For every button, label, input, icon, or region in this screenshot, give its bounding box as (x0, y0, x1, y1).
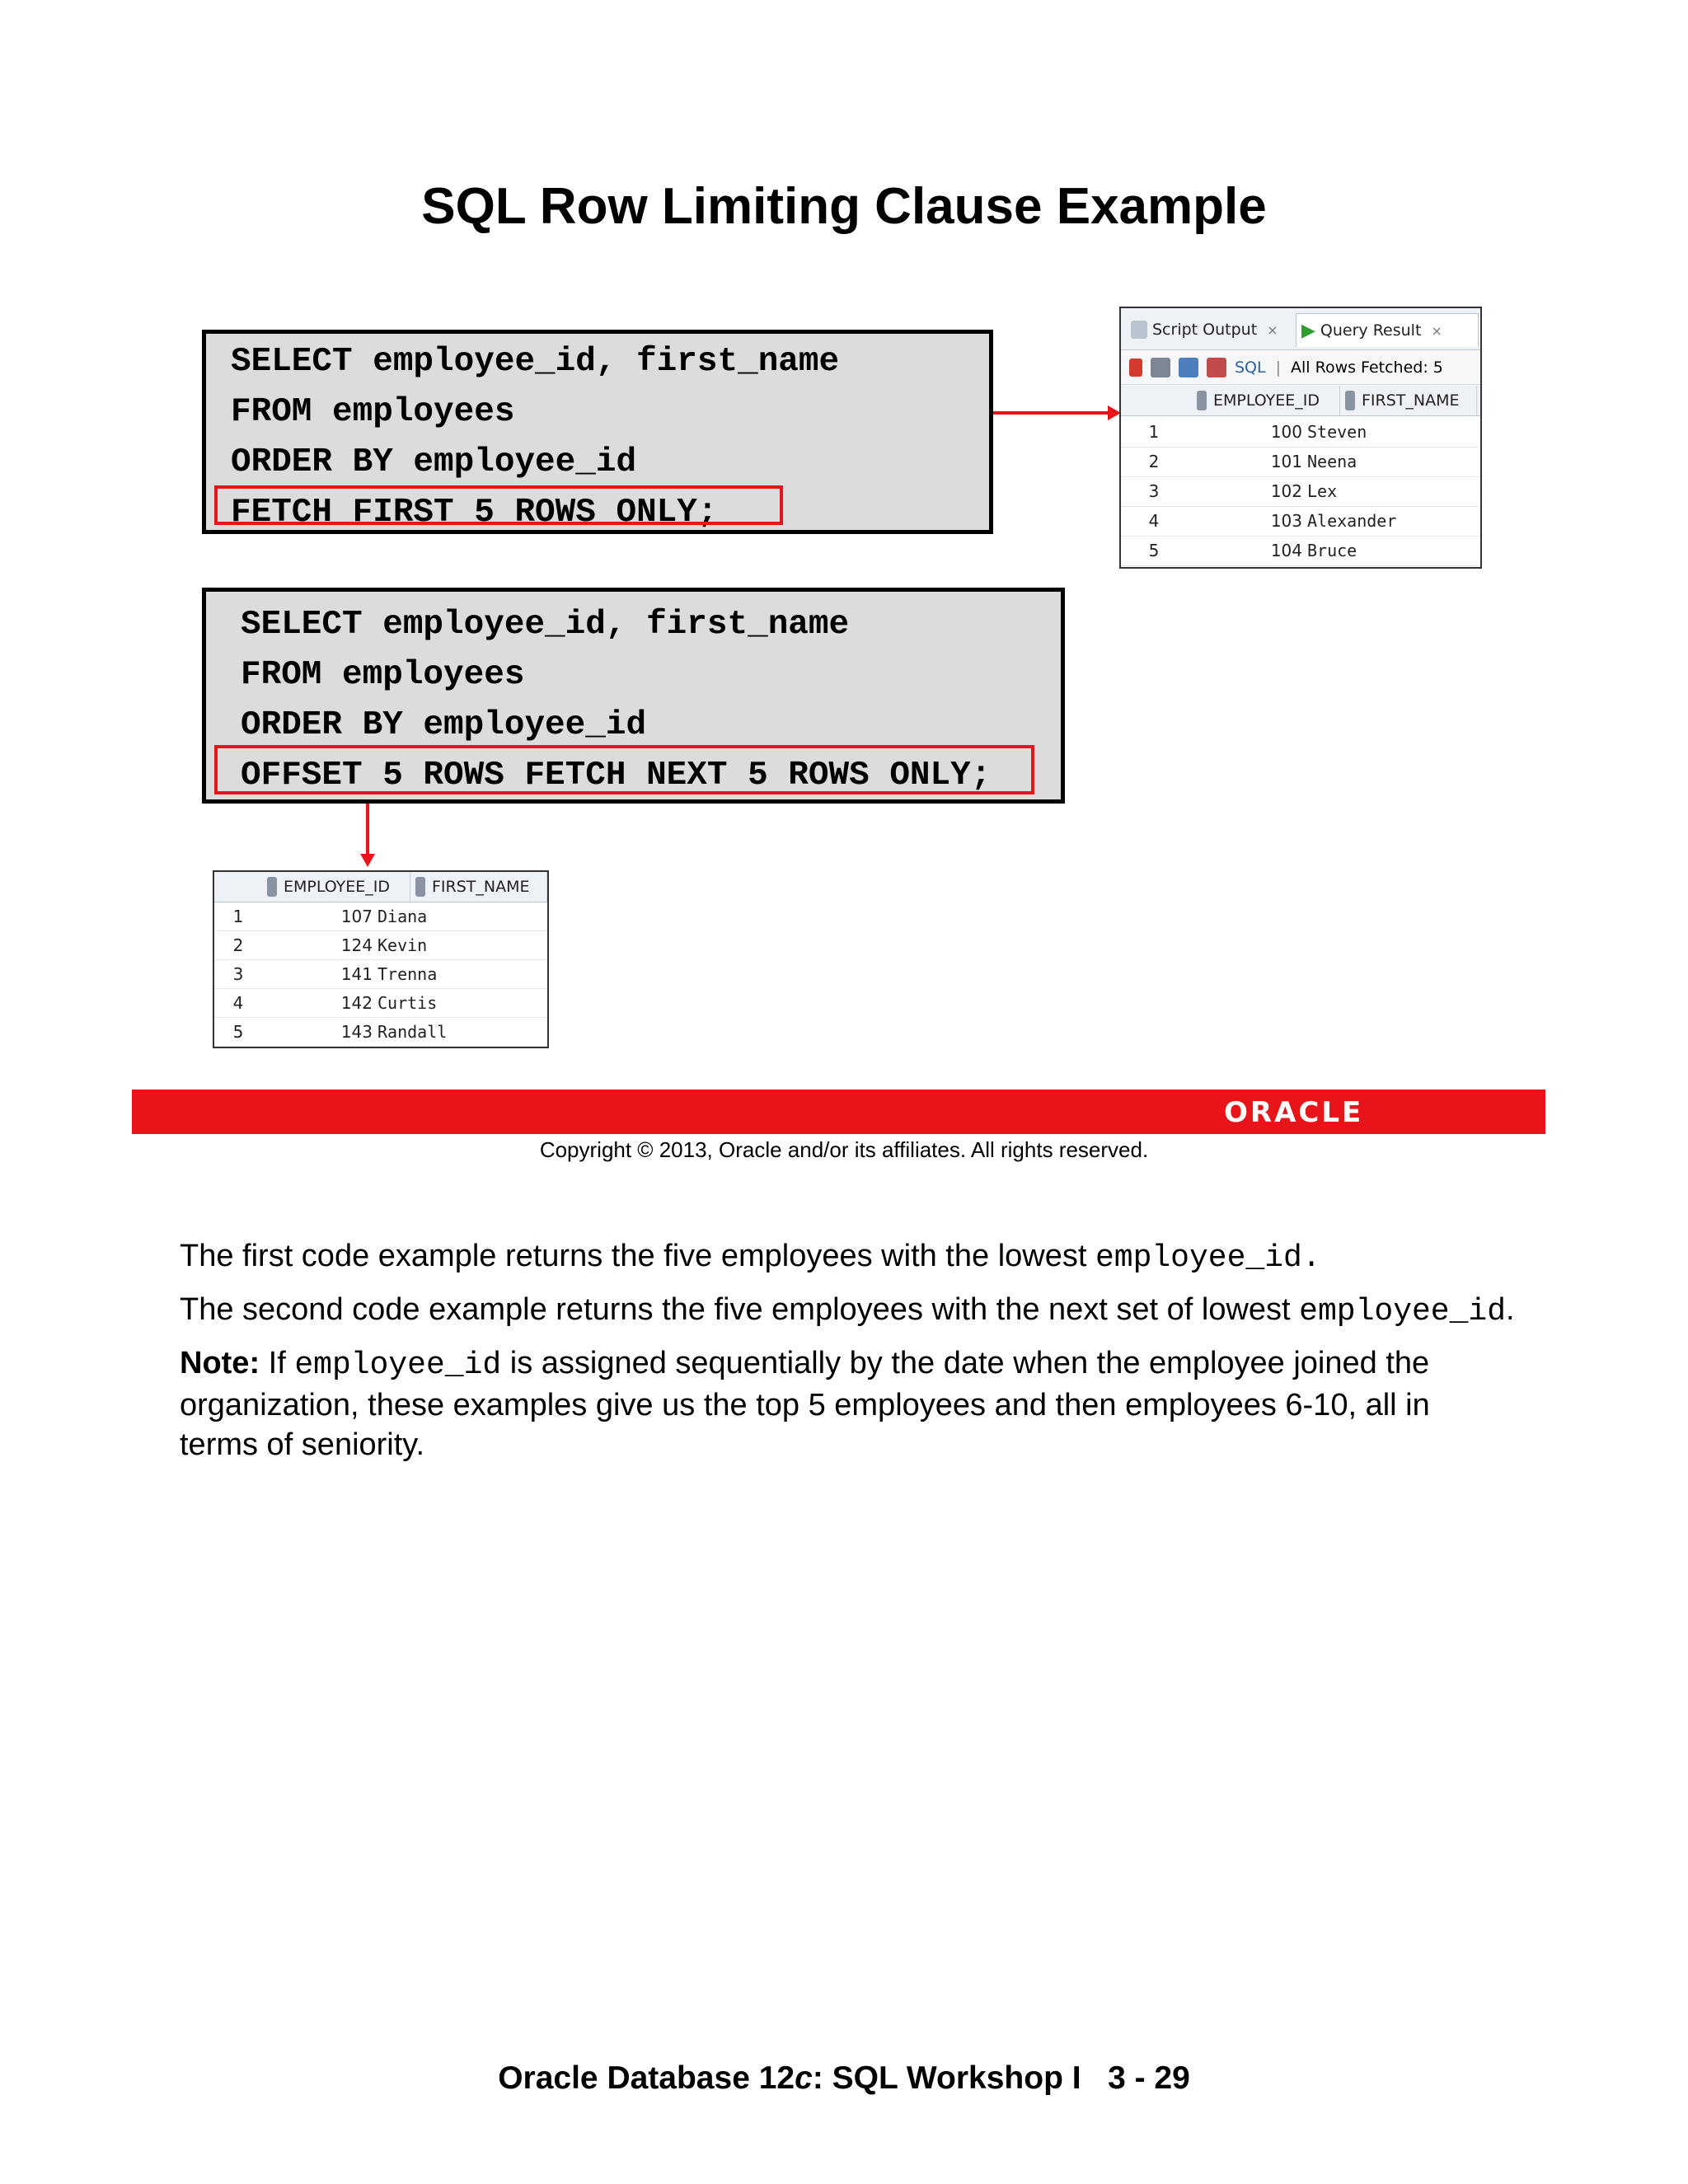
note-text: If (260, 1346, 295, 1380)
sort-icon (267, 877, 277, 897)
table-row[interactable] (1121, 417, 1480, 448)
slide-title: SQL Row Limiting Clause Example (421, 178, 1267, 235)
first-name-cell: Steven (1307, 422, 1367, 442)
note-paragraph-3 (180, 1343, 1515, 1465)
column-label: EMPLOYEE_ID (1213, 391, 1320, 410)
first-name-cell: Trenna (377, 963, 438, 984)
sort-icon (415, 877, 425, 897)
column-label: FIRST_NAME (432, 878, 530, 896)
table-row[interactable] (1121, 506, 1480, 537)
employee-id-cell: 102 (1270, 481, 1302, 501)
arrow-down (366, 804, 369, 855)
inline-code: employee_id (1299, 1294, 1507, 1329)
row-number: 1 (232, 906, 244, 926)
code-line: SELECT employee_id, first_name (241, 606, 850, 644)
tab-label: Query Result (1320, 321, 1422, 340)
sort-icon (1197, 391, 1207, 410)
tab-bar (1121, 308, 1480, 350)
row-number: 5 (232, 1021, 244, 1042)
column-header-first-name[interactable] (1340, 386, 1477, 415)
first-name-cell: Curtis (377, 992, 438, 1013)
column-label: EMPLOYEE_ID (284, 878, 391, 896)
inline-code: employee_id. (1095, 1240, 1321, 1276)
code-line: FETCH FIRST 5 ROWS ONLY; (231, 494, 718, 532)
column-header-employee-id[interactable] (1192, 386, 1340, 415)
first-name-cell: Kevin (377, 935, 428, 955)
delete-icon[interactable] (1207, 358, 1226, 377)
tab-query-result[interactable] (1296, 313, 1479, 347)
highlight-box (214, 745, 1034, 794)
toolbar-divider: | (1275, 359, 1282, 377)
note-paragraph-2 (180, 1290, 1515, 1332)
code-line: OFFSET 5 ROWS FETCH NEXT 5 ROWS ONLY; (241, 757, 992, 794)
first-name-cell: Diana (377, 906, 428, 926)
note-text: is assigned sequentially by the date when the employee joined the organization, these examples give us the top 5 employees and then employees 6-10, all in terms of seniority. (180, 1346, 1430, 1462)
footer-text: Oracle Database 12 (498, 2060, 795, 2096)
result-grid-2 (213, 870, 549, 1048)
code-line: SELECT employee_id, first_name (231, 343, 840, 381)
row-number: 5 (1148, 541, 1160, 560)
sql-button[interactable]: SQL (1235, 359, 1266, 377)
note-label: Note: (180, 1346, 260, 1380)
note-text: The first code example returns the five employees with the lowest (180, 1239, 1095, 1273)
table-row[interactable] (1121, 447, 1480, 477)
refresh-icon[interactable] (1179, 358, 1198, 377)
first-name-cell: Randall (377, 1021, 448, 1042)
footer-text: : SQL Workshop I 3 - 29 (812, 2060, 1190, 2096)
table-row[interactable] (214, 1017, 547, 1047)
grid-header (1121, 386, 1480, 416)
highlight-box (214, 485, 783, 525)
tab-script-output[interactable] (1126, 313, 1291, 346)
employee-id-cell: 141 (340, 963, 373, 984)
row-number: 3 (232, 963, 244, 984)
result-grid-1 (1121, 386, 1480, 567)
code-line: FROM employees (241, 656, 525, 694)
fetch-status: All Rows Fetched: 5 (1291, 359, 1443, 377)
script-icon (1131, 321, 1147, 339)
employee-id-cell: 103 (1270, 511, 1302, 531)
notes-section (180, 1236, 1515, 1476)
table-row[interactable] (214, 988, 547, 1018)
code-line: ORDER BY employee_id (241, 706, 647, 744)
note-paragraph-1 (180, 1236, 1515, 1278)
page-footer (0, 2060, 1688, 2097)
arrow-right (993, 411, 1109, 415)
employee-id-cell: 104 (1270, 541, 1302, 560)
table-row[interactable] (214, 930, 547, 960)
tab-label: Script Output (1152, 321, 1258, 339)
pin-icon[interactable] (1129, 359, 1142, 377)
table-row[interactable] (214, 902, 547, 931)
employee-id-cell: 100 (1270, 422, 1302, 442)
employee-id-cell: 142 (340, 992, 373, 1013)
query-result-panel (1119, 307, 1482, 569)
column-label: FIRST_NAME (1362, 391, 1460, 410)
first-name-cell: Alexander (1307, 511, 1397, 531)
play-icon: ▶ (1301, 320, 1315, 341)
result-toolbar (1121, 351, 1480, 385)
first-name-cell: Bruce (1307, 541, 1357, 560)
inline-code: employee_id (294, 1347, 502, 1383)
code-line: ORDER BY employee_id (231, 443, 637, 481)
row-number: 4 (1148, 511, 1160, 531)
employee-id-cell: 107 (340, 906, 373, 926)
row-number: 3 (1148, 481, 1160, 501)
first-name-cell: Lex (1307, 481, 1338, 501)
table-row[interactable] (1121, 476, 1480, 507)
grid-header (214, 872, 547, 902)
close-icon[interactable]: × (1267, 321, 1278, 338)
print-icon[interactable] (1151, 358, 1170, 377)
code-block-1 (202, 330, 993, 534)
close-icon[interactable]: × (1431, 322, 1442, 339)
code-block-2 (202, 588, 1065, 804)
employee-id-cell: 124 (340, 935, 373, 955)
column-header-employee-id[interactable] (262, 872, 410, 902)
oracle-logo: ORACLE (1224, 1096, 1364, 1129)
row-number: 2 (1148, 452, 1160, 471)
copyright-text: Copyright © 2013, Oracle and/or its affiliates. All rights reserved. (539, 1137, 1149, 1162)
employee-id-cell: 143 (340, 1021, 373, 1042)
employee-id-cell: 101 (1270, 452, 1302, 471)
row-number: 1 (1148, 422, 1160, 442)
table-row[interactable] (1121, 536, 1480, 566)
arrow-head (360, 854, 375, 867)
code-line: FROM employees (231, 393, 515, 431)
table-row[interactable] (214, 959, 547, 989)
footer-text: c (795, 2060, 813, 2096)
row-number: 4 (232, 992, 244, 1013)
column-header-first-name[interactable] (410, 872, 547, 902)
note-text: The second code example returns the five employees with the next set of lowest (180, 1292, 1300, 1327)
note-text: . (1506, 1292, 1515, 1327)
first-name-cell: Neena (1307, 452, 1357, 471)
sort-icon (1345, 391, 1355, 410)
row-number: 2 (232, 935, 244, 955)
